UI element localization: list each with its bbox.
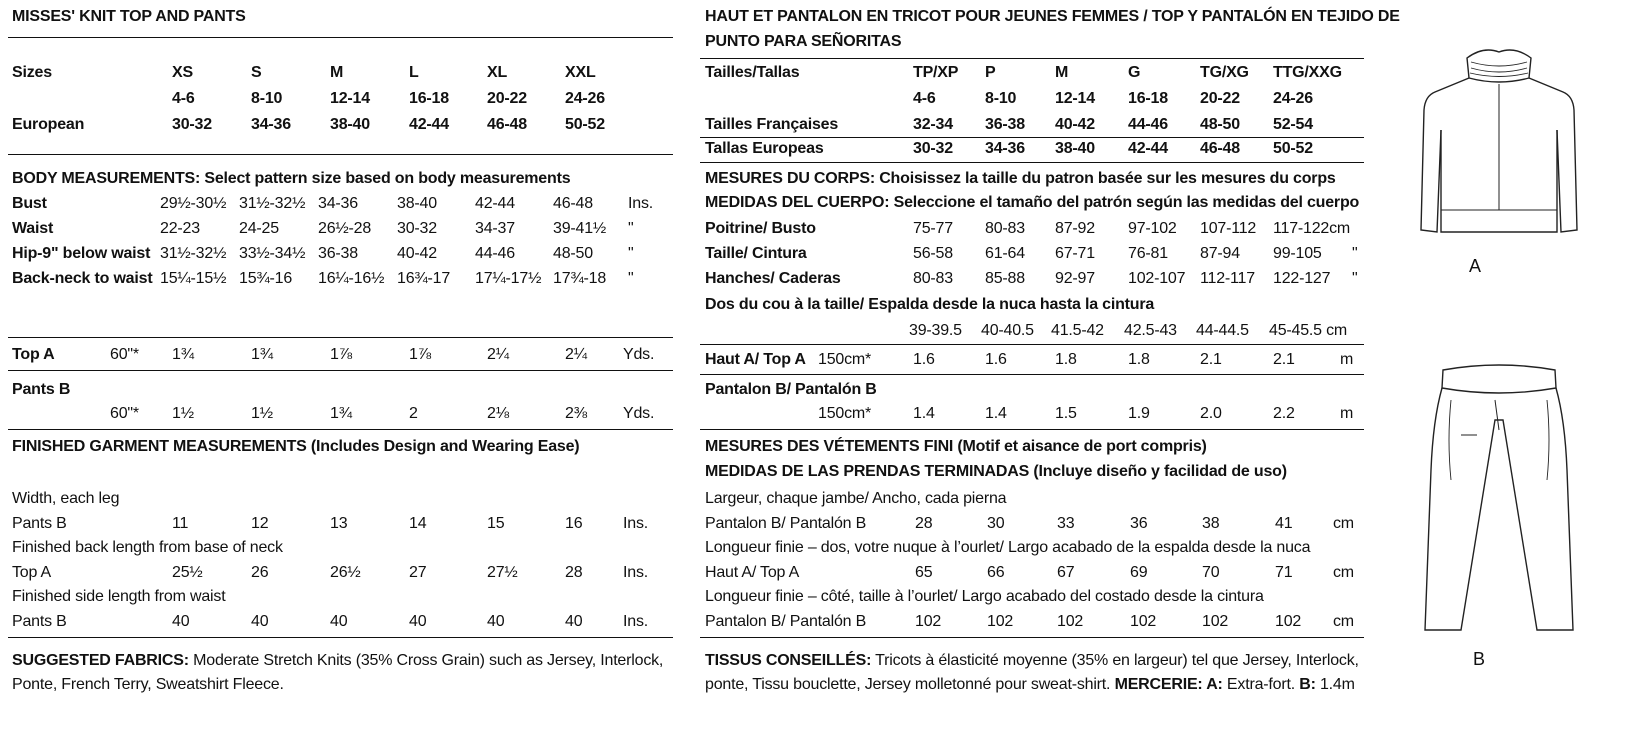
finished-heading-es: MEDIDAS DE LAS PRENDAS TERMINADAS (Incluye diseño y facilidad de uso) <box>705 463 1287 480</box>
finished-value: 40 <box>251 613 269 630</box>
finished-value: 41 <box>1275 515 1293 532</box>
backneck-value: 41.5-42 <box>1051 322 1104 339</box>
figure-label-b: B <box>1473 649 1486 669</box>
finished-value: 102 <box>1275 613 1302 630</box>
body-row-value: 15¾-16 <box>239 270 293 287</box>
body-row-label: Bust <box>12 195 47 212</box>
finished-value: 40 <box>487 613 505 630</box>
body-row-value: 16¼-16½ <box>318 270 385 287</box>
size-name: M <box>1055 64 1069 81</box>
body-row-value: 24-25 <box>239 220 279 237</box>
finished-label: Top A <box>12 564 52 581</box>
finished-value: 36 <box>1130 515 1148 532</box>
body-row-value: 61-64 <box>985 245 1025 262</box>
size-range: 8-10 <box>985 90 1017 107</box>
finished-value: 102 <box>1202 613 1229 630</box>
body-row-label: Hip-9" below waist <box>12 245 151 262</box>
divider <box>700 374 1364 375</box>
body-row-value: 34-36 <box>318 195 358 212</box>
euro-sizes-label: Tallas Europeas <box>705 140 824 157</box>
size-range: 24-26 <box>1273 90 1313 107</box>
chart-title-cont: PUNTO PARA SEÑORITAS <box>705 33 902 50</box>
finished-value: 25½ <box>172 564 203 581</box>
fabric-width: 150cm* <box>818 405 872 422</box>
finished-unit: cm <box>1333 515 1354 532</box>
divider <box>700 137 1364 138</box>
finished-label: Pantalon B/ Pantalón B <box>705 515 867 532</box>
yardage-value: 1½ <box>251 405 273 422</box>
yardage-value: 1.9 <box>1128 405 1150 422</box>
divider <box>700 637 1364 638</box>
backneck-value: 44-44.5 <box>1196 322 1249 339</box>
body-row-unit: Ins. <box>628 195 653 212</box>
french-size: 44-46 <box>1128 116 1168 133</box>
european-size: 50-52 <box>1273 140 1313 157</box>
backneck-label: Dos du cou à la taille/ Espalda desde la nuca hasta la cintura <box>705 296 1155 313</box>
chart-title: HAUT ET PANTALON EN TRICOT POUR JEUNES FEMMES / TOP Y PANTALÓN EN TEJIDO DE <box>705 8 1400 25</box>
finished-value: 102 <box>1057 613 1084 630</box>
european-size: 30-32 <box>172 116 212 133</box>
body-row-unit: " <box>628 270 634 287</box>
body-row-value: 38-40 <box>397 195 437 212</box>
yardage-value: 1¾ <box>251 346 273 363</box>
european-size: 38-40 <box>1055 140 1095 157</box>
finished-caption: Longueur finie – côté, taille à l’ourlet/ Largo acabado del costado desde la cintura <box>705 588 1264 605</box>
finished-value: 70 <box>1202 564 1220 581</box>
fabric-width: 60"* <box>110 346 139 363</box>
body-row-value: 67-71 <box>1055 245 1095 262</box>
size-name: L <box>409 64 419 81</box>
yardage-label: Pantalon B/ Pantalón B <box>705 381 877 398</box>
finished-value: 12 <box>251 515 269 532</box>
finished-label: Pants B <box>12 613 67 630</box>
finished-value: 40 <box>172 613 190 630</box>
top-a-illustration <box>1421 50 1577 232</box>
finished-value: 102 <box>987 613 1014 630</box>
yardage-value: 1.8 <box>1128 351 1150 368</box>
finished-caption: Longueur finie – dos, votre nuque à l’ourlet/ Largo acabado de la espalda desde la nuca <box>705 539 1311 556</box>
european-size: 34-36 <box>251 116 291 133</box>
size-range: 8-10 <box>251 90 283 107</box>
body-row-unit: " <box>1352 245 1358 262</box>
yardage-value: 2.2 <box>1273 405 1295 422</box>
body-row-label: Poitrine/ Busto <box>705 220 816 237</box>
yardage-value: 1¾ <box>172 346 194 363</box>
body-row-value: 107-112 <box>1200 220 1257 237</box>
finished-value: 27½ <box>487 564 518 581</box>
finished-value: 27 <box>409 564 427 581</box>
size-range: 4-6 <box>913 90 936 107</box>
body-row-value: 117-122cm <box>1273 220 1351 237</box>
yardage-value: 1.6 <box>985 351 1007 368</box>
finished-value: 15 <box>487 515 505 532</box>
body-row-value: 92-97 <box>1055 270 1095 287</box>
finished-caption: Finished side length from waist <box>12 588 226 605</box>
body-row-value: 26½-28 <box>318 220 372 237</box>
finished-unit: cm <box>1333 613 1354 630</box>
european-size: 34-36 <box>985 140 1025 157</box>
yardage-value: 1⅞ <box>409 346 431 363</box>
size-name: TG/XG <box>1200 64 1249 81</box>
body-row-value: 76-81 <box>1128 245 1168 262</box>
finished-caption: Width, each leg <box>12 490 120 507</box>
body-row-value: 87-94 <box>1200 245 1240 262</box>
finished-value: 26 <box>251 564 269 581</box>
body-row-unit: " <box>1352 270 1358 287</box>
suggested-fabrics: SUGGESTED FABRICS: Moderate Stretch Knits (35% Cross Grain) such as Jersey, Interlock, <box>12 652 664 669</box>
finished-value: 40 <box>409 613 427 630</box>
european-size: 42-44 <box>1128 140 1168 157</box>
finished-value: 40 <box>565 613 583 630</box>
finished-value: 67 <box>1057 564 1075 581</box>
finished-value: 11 <box>172 515 189 532</box>
body-row-value: 97-102 <box>1128 220 1177 237</box>
body-row-value: 36-38 <box>318 245 358 262</box>
french-size: 52-54 <box>1273 116 1313 133</box>
body-row-value: 99-105 <box>1273 245 1322 262</box>
finished-value: 69 <box>1130 564 1148 581</box>
fabric-width: 150cm* <box>818 351 872 368</box>
yardage-label: Top A <box>12 346 55 363</box>
body-row-value: 16¾-17 <box>397 270 451 287</box>
size-range: 20-22 <box>1200 90 1240 107</box>
yardage-unit: m <box>1340 351 1354 368</box>
finished-value: 71 <box>1275 564 1293 581</box>
yardage-value: 1.8 <box>1055 351 1077 368</box>
divider <box>8 37 673 38</box>
divider <box>8 637 673 638</box>
divider <box>700 429 1364 430</box>
body-row-value: 17¾-18 <box>553 270 607 287</box>
body-row-value: 80-83 <box>985 220 1025 237</box>
yardage-value: 2.1 <box>1273 351 1295 368</box>
finished-label: Pantalon B/ Pantalón B <box>705 613 867 630</box>
french-size: 36-38 <box>985 116 1025 133</box>
european-label: European <box>12 116 85 133</box>
size-name: M <box>330 64 344 81</box>
body-row-value: 29½-30½ <box>160 195 227 212</box>
body-row-value: 31½-32½ <box>160 245 227 262</box>
size-name: TP/XP <box>913 64 959 81</box>
finished-value: 16 <box>565 515 583 532</box>
body-row-value: 30-32 <box>397 220 437 237</box>
finished-value: 38 <box>1202 515 1220 532</box>
yardage-value: 1.4 <box>913 405 935 422</box>
size-name: XS <box>172 64 193 81</box>
yardage-value: 2¼ <box>565 346 587 363</box>
backneck-value: 45-45.5 cm <box>1269 322 1348 339</box>
french-sizes-label: Tailles Françaises <box>705 116 839 133</box>
size-range: 12-14 <box>330 90 370 107</box>
finished-value: 33 <box>1057 515 1075 532</box>
yardage-value: 2⅛ <box>487 405 509 422</box>
yardage-value: 2¼ <box>487 346 509 363</box>
body-row-value: 122-127 <box>1273 270 1331 287</box>
divider <box>700 58 1364 59</box>
body-row-value: 17¼-17½ <box>475 270 542 287</box>
finished-value: 14 <box>409 515 427 532</box>
french-size: 32-34 <box>913 116 953 133</box>
finished-unit: cm <box>1333 564 1354 581</box>
body-row-label: Taille/ Cintura <box>705 245 807 262</box>
garment-illustrations <box>1395 0 1649 730</box>
european-size: 38-40 <box>330 116 370 133</box>
sizes-label: Sizes <box>12 64 52 81</box>
size-name: S <box>251 64 262 81</box>
body-row-value: 112-117 <box>1200 270 1255 287</box>
body-measurements-heading-es: MEDIDAS DEL CUERPO: Seleccione el tamaño del patrón según las medidas del cuerpo <box>705 194 1360 211</box>
size-name: XXL <box>565 64 596 81</box>
body-row-label: Hanches/ Caderas <box>705 270 841 287</box>
finished-unit: Ins. <box>623 613 648 630</box>
yardage-label: Pants B <box>12 381 71 398</box>
finished-caption: Largeur, chaque jambe/ Ancho, cada pierna <box>705 490 1007 507</box>
finished-value: 13 <box>330 515 348 532</box>
finished-value: 28 <box>565 564 583 581</box>
body-row-label: Back-neck to waist <box>12 270 153 287</box>
finished-value: 65 <box>915 564 933 581</box>
finished-value: 66 <box>987 564 1005 581</box>
backneck-value: 39-39.5 <box>909 322 962 339</box>
yardage-value: 1.6 <box>913 351 935 368</box>
backneck-value: 40-40.5 <box>981 322 1034 339</box>
finished-label: Pants B <box>12 515 67 532</box>
body-row-value: 42-44 <box>475 195 515 212</box>
divider <box>700 162 1364 163</box>
body-row-value: 33½-34½ <box>239 245 306 262</box>
pants-b-illustration <box>1425 365 1573 630</box>
body-row-value: 39-41½ <box>553 220 607 237</box>
body-measurements-heading-fr: MESURES DU CORPS: Choisissez la taille du patron basée sur les mesures du corps <box>705 170 1336 187</box>
european-size: 42-44 <box>409 116 449 133</box>
finished-unit: Ins. <box>623 564 648 581</box>
european-size: 46-48 <box>487 116 527 133</box>
body-row-value: 15¼-15½ <box>160 270 227 287</box>
size-range: 12-14 <box>1055 90 1095 107</box>
size-range: 16-18 <box>409 90 449 107</box>
suggested-fabrics-cont: ponte, Tissu bouclette, Jersey molletonné pour sweat-shirt. MERCERIE: A: Extra-fort. B: 1.4m <box>705 676 1355 693</box>
size-range: 20-22 <box>487 90 527 107</box>
body-row-unit: " <box>628 245 634 262</box>
divider <box>8 154 673 155</box>
size-name: XL <box>487 64 508 81</box>
finished-heading-fr: MESURES DES VÉTEMENTS FINI (Motif et aisance de port compris) <box>705 438 1207 455</box>
divider <box>8 370 673 371</box>
yardage-value: 1.4 <box>985 405 1007 422</box>
yardage-value: 2.1 <box>1200 351 1222 368</box>
body-row-value: 44-46 <box>475 245 515 262</box>
european-size: 50-52 <box>565 116 605 133</box>
yardage-value: 1⅞ <box>330 346 352 363</box>
yardage-label: Haut A/ Top A <box>705 351 806 368</box>
body-row-unit: " <box>628 220 634 237</box>
european-size: 46-48 <box>1200 140 1240 157</box>
divider <box>700 344 1364 345</box>
yardage-unit: Yds. <box>623 405 655 422</box>
finished-caption: Finished back length from base of neck <box>12 539 283 556</box>
body-row-value: 31½-32½ <box>239 195 306 212</box>
yardage-value: 2 <box>409 405 418 422</box>
figure-label-a: A <box>1469 256 1482 276</box>
body-row-value: 56-58 <box>913 245 953 262</box>
finished-unit: Ins. <box>623 515 648 532</box>
french-size: 48-50 <box>1200 116 1240 133</box>
size-name: TTG/XXG <box>1273 64 1342 81</box>
size-name: P <box>985 64 996 81</box>
size-range: 4-6 <box>172 90 195 107</box>
finished-value: 40 <box>330 613 348 630</box>
illustration-svg <box>1395 0 1649 730</box>
yardage-unit: m <box>1340 405 1354 422</box>
yardage-value: 2⅜ <box>565 405 587 422</box>
divider <box>8 429 673 430</box>
size-name: G <box>1128 64 1141 81</box>
finished-label: Haut A/ Top A <box>705 564 800 581</box>
yardage-value: 1¾ <box>330 405 352 422</box>
yardage-unit: Yds. <box>623 346 655 363</box>
yardage-value: 1½ <box>172 405 194 422</box>
finished-value: 102 <box>1130 613 1157 630</box>
divider <box>8 337 673 338</box>
body-row-value: 34-37 <box>475 220 515 237</box>
body-measurements-heading: BODY MEASUREMENTS: Select pattern size based on body measurements <box>12 170 571 187</box>
sizes-label: Tailles/Tallas <box>705 64 800 81</box>
finished-value: 102 <box>915 613 942 630</box>
yardage-value: 1.5 <box>1055 405 1077 422</box>
european-size: 30-32 <box>913 140 953 157</box>
yardage-value: 2.0 <box>1200 405 1222 422</box>
body-row-value: 22-23 <box>160 220 200 237</box>
finished-value: 28 <box>915 515 933 532</box>
finished-value: 30 <box>987 515 1005 532</box>
body-row-value: 46-48 <box>553 195 593 212</box>
body-row-value: 85-88 <box>985 270 1025 287</box>
body-row-value: 80-83 <box>913 270 953 287</box>
backneck-value: 42.5-43 <box>1124 322 1177 339</box>
chart-title: MISSES' KNIT TOP AND PANTS <box>12 8 246 25</box>
french-size: 40-42 <box>1055 116 1095 133</box>
finished-measurements-heading: FINISHED GARMENT MEASUREMENTS (Includes Design and Wearing Ease) <box>12 438 580 455</box>
suggested-fabrics: TISSUS CONSEILLÉS: Tricots à élasticité moyenne (35% en largeur) tel que Jersey, Interlock, <box>705 652 1359 669</box>
body-row-value: 40-42 <box>397 245 437 262</box>
size-range: 16-18 <box>1128 90 1168 107</box>
body-row-value: 75-77 <box>913 220 953 237</box>
finished-value: 26½ <box>330 564 361 581</box>
body-row-value: 87-92 <box>1055 220 1095 237</box>
body-row-label: Waist <box>12 220 54 237</box>
fabric-width: 60"* <box>110 405 139 422</box>
body-row-value: 48-50 <box>553 245 593 262</box>
size-range: 24-26 <box>565 90 605 107</box>
suggested-fabrics-cont: Ponte, French Terry, Sweatshirt Fleece. <box>12 676 284 693</box>
body-row-value: 102-107 <box>1128 270 1186 287</box>
